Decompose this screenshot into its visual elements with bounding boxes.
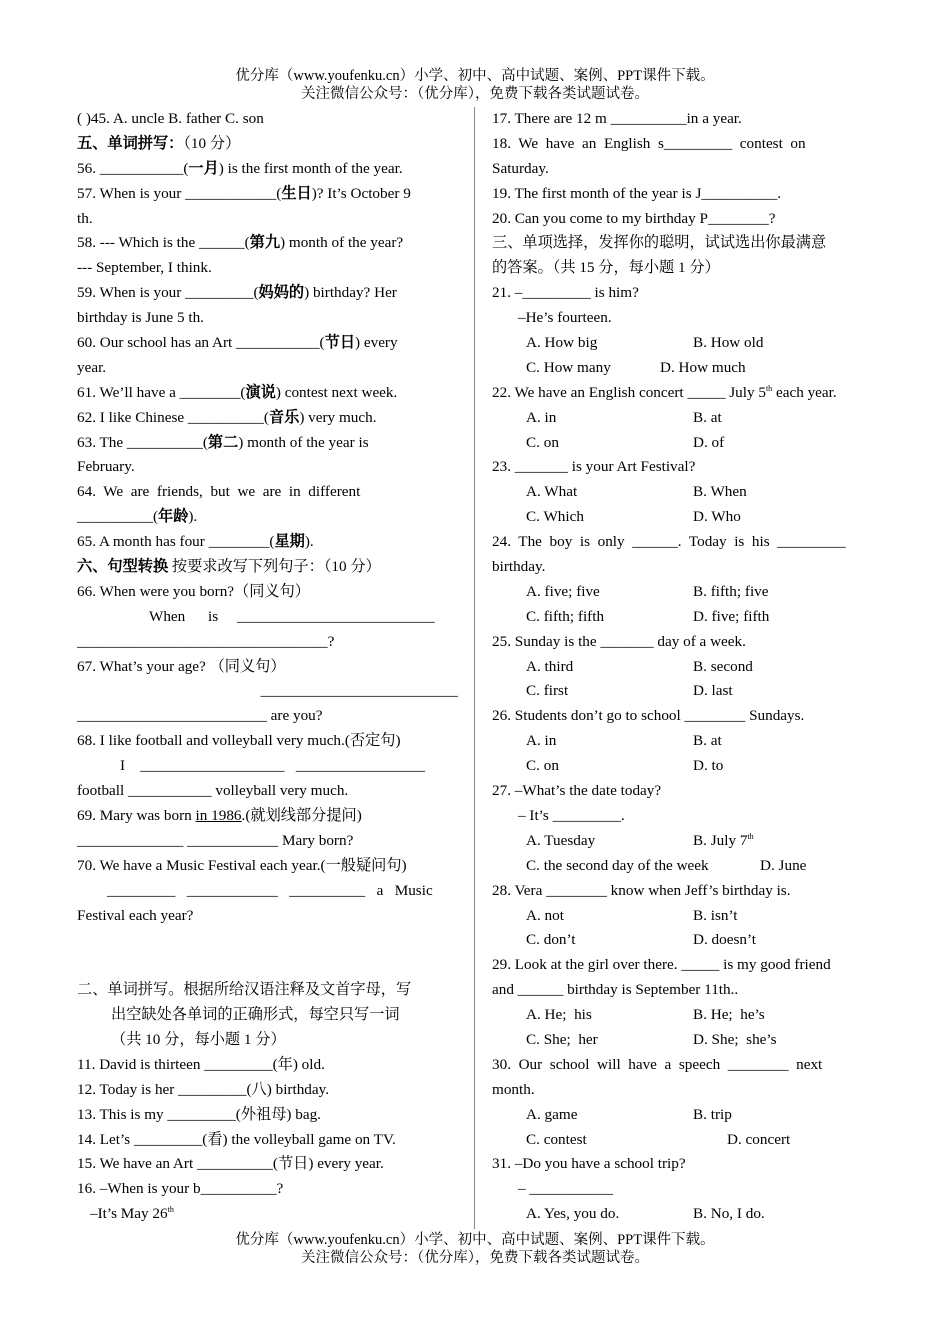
- option: B. isn’t: [693, 906, 738, 924]
- question-58: 58. --- Which is the ______(第九) month of the year?: [77, 234, 404, 252]
- question-29-options-ab: [492, 1003, 873, 1028]
- question-68-blank-2: football ___________ volleyball very much.: [77, 782, 349, 800]
- question-22-options-cd: [492, 431, 873, 456]
- question-22-options-ab: [492, 406, 873, 431]
- question-60: 60. Our school has an Art ___________(节日) every: [77, 334, 398, 352]
- option: D. to: [693, 757, 724, 775]
- question-61: 61. We’ll have a ________(演说) contest next week.: [77, 383, 398, 401]
- question-29: 29. Look at the girl over there. _____ is my good friend: [492, 956, 831, 974]
- question-31-options-ab: [492, 1202, 873, 1227]
- question-69: 69. Mary was born in 1986.(就划线部分提问): [77, 806, 362, 824]
- question-27: 27. –What’s the date today?: [492, 782, 662, 800]
- question-26: 26. Students don’t go to school ________ Sundays.: [492, 707, 805, 725]
- question-68-blank-1: I ___________________ _________________: [120, 757, 426, 775]
- question-21-cont: –He’s fourteen.: [518, 309, 612, 327]
- question-28: 28. Vera ________ know when Jeff’s birthday is.: [492, 881, 791, 899]
- option: D. doesn’t: [693, 931, 756, 949]
- option: D. of: [693, 433, 725, 451]
- question-67: 67. What’s your age? （同义句）: [77, 657, 286, 675]
- question-66-blank-1: When is __________________________: [149, 607, 435, 625]
- option: C. contest: [526, 1130, 587, 1148]
- question-31-cont: – ___________: [518, 1180, 613, 1198]
- question-31: 31. –Do you have a school trip?: [492, 1155, 686, 1173]
- option: D. How much: [660, 358, 746, 376]
- left-column: [77, 107, 458, 1227]
- column-divider: [474, 107, 475, 1229]
- question-62: 62. I like Chinese __________(音乐) very much.: [77, 408, 377, 426]
- question-60-cont: year.: [77, 358, 107, 376]
- question-67-blank-2: _________________________ are you?: [77, 707, 323, 725]
- option: C. fifth; fifth: [526, 607, 605, 625]
- question-24: 24. The boy is only ______. Today is his _________: [492, 533, 846, 551]
- question-56: 56. ___________(一月) is the first month of the year.: [77, 159, 403, 177]
- question-20: 20. Can you come to my birthday P________?: [492, 209, 776, 227]
- question-12: 12. Today is her _________(八) birthday.: [77, 1080, 330, 1098]
- question-26-options-ab: [492, 729, 873, 754]
- question-16: 16. –When is your b__________?: [77, 1180, 284, 1198]
- question-63-cont: February.: [77, 458, 135, 476]
- question-17: 17. There are 12 m __________in a year.: [492, 110, 742, 127]
- question-24-cont: birthday.: [492, 558, 546, 576]
- option: B. second: [693, 657, 753, 675]
- option: B. trip: [693, 1105, 732, 1123]
- question-27-options-cd: [492, 854, 873, 879]
- option: A. Yes, you do.: [526, 1205, 620, 1223]
- question-21-options-cd: [492, 356, 873, 381]
- question-45: ( )45. A. uncle B. father C. son: [77, 110, 264, 127]
- option: C. the second day of the week: [526, 856, 709, 874]
- question-30-options-ab: [492, 1103, 873, 1128]
- option: C. Which: [526, 508, 584, 526]
- section-2-heading-1: 二、单词拼写。根据所给汉语注释及文首字母，写: [77, 981, 412, 999]
- question-26-options-cd: [492, 754, 873, 779]
- question-24-options-cd: [492, 605, 873, 630]
- question-70-blank: _________ ____________ __________ a Music: [107, 881, 433, 899]
- page-footer: [0, 1231, 950, 1267]
- section-2-heading-2: 出空缺处各单词的正确形式，每空只写一词: [111, 1006, 400, 1024]
- spacer: [77, 928, 458, 978]
- option: A. He; his: [526, 1006, 592, 1024]
- question-30-options-cd: [492, 1128, 873, 1153]
- question-66-blank-2: _________________________________?: [77, 632, 335, 650]
- question-16-answer: –It’s May 26th: [90, 1205, 174, 1223]
- section-6-heading: 六、句型转换 按要求改写下列句子：（10 分）: [77, 558, 381, 576]
- option: B. No, I do.: [693, 1205, 765, 1223]
- question-11: 11. David is thirteen _________(年) old.: [77, 1055, 325, 1073]
- question-22: 22. We have an English concert _____ July 5th each year.: [492, 383, 837, 401]
- question-28-options-cd: [492, 928, 873, 953]
- option: C. How many: [526, 358, 611, 376]
- question-68: 68. I like football and volleyball very much.(否定句): [77, 732, 401, 750]
- section-3-heading-1: 三、单项选择，发挥你的聪明，试试选出你最满意: [492, 234, 827, 252]
- option: B. July 7th: [693, 831, 754, 849]
- option: C. don’t: [526, 931, 576, 949]
- option: B. When: [693, 483, 747, 501]
- option: D. concert: [727, 1130, 791, 1148]
- option: A. What: [526, 483, 578, 501]
- option: D. five; fifth: [693, 607, 770, 625]
- option: B. at: [693, 732, 722, 750]
- option: A. third: [526, 657, 574, 675]
- option: B. fifth; five: [693, 582, 769, 600]
- option: A. game: [526, 1105, 578, 1123]
- section-5-heading: 五、单词拼写：（10 分）: [77, 134, 241, 152]
- question-65: 65. A month has four ________(星期).: [77, 533, 314, 551]
- question-67-blank-1: __________________________: [260, 682, 458, 700]
- question-29-options-cd: [492, 1028, 873, 1053]
- question-29-cont: and ______ birthday is September 11th..: [492, 981, 739, 999]
- section-2-heading-3: （共 10 分，每小题 1 分）: [111, 1030, 286, 1048]
- question-28-options-ab: [492, 904, 873, 929]
- question-23-options-ab: [492, 480, 873, 505]
- question-70-cont: Festival each year?: [77, 906, 194, 924]
- question-14: 14. Let’s _________(看) the volleyball game on TV.: [77, 1130, 396, 1148]
- question-21: 21. –_________ is him?: [492, 284, 639, 302]
- header-line-2: 关注微信公众号：（优分库），免费下载各类试题试卷。: [301, 86, 649, 102]
- question-30-cont: month.: [492, 1080, 535, 1098]
- question-25: 25. Sunday is the _______ day of a week.: [492, 632, 746, 650]
- option: D. last: [693, 682, 733, 700]
- option: B. at: [693, 408, 722, 426]
- question-66: 66. When were you born?（同义句）: [77, 582, 310, 600]
- option: A. Tuesday: [526, 831, 596, 849]
- option: A. in: [526, 732, 557, 750]
- question-70: 70. We have a Music Festival each year.(一般疑问句): [77, 856, 407, 874]
- right-column: [492, 107, 873, 1227]
- question-30: 30. Our school will have a speech ________ next: [492, 1055, 823, 1073]
- question-27-options-ab: [492, 829, 873, 854]
- question-57: 57. When is your ____________(生日)? It’s October 9: [77, 184, 411, 202]
- option: D. She; she’s: [693, 1030, 777, 1048]
- question-57-cont: th.: [77, 209, 93, 227]
- header-line-1: 优分库（www.youfenku.cn）小学、初中、高中试题、案例、PPT课件下载。: [235, 68, 715, 84]
- question-63: 63. The __________(第二) month of the year is: [77, 433, 369, 451]
- option: B. He; he’s: [693, 1006, 765, 1024]
- question-27-cont: – It’s _________.: [518, 806, 625, 824]
- footer-line-1: 优分库（www.youfenku.cn）小学、初中、高中试题、案例、PPT课件下载。: [235, 1232, 715, 1248]
- question-64: 64. We are friends, but we are in different: [77, 483, 361, 501]
- footer-line-2: 关注微信公众号：（优分库），免费下载各类试题试卷。: [301, 1250, 649, 1266]
- question-64-cont: __________(年龄).: [77, 508, 198, 526]
- question-25-options-ab: [492, 655, 873, 680]
- question-18: 18. We have an English s_________ contest on: [492, 134, 806, 152]
- option: C. on: [526, 757, 559, 775]
- option: D. June: [760, 856, 807, 874]
- question-59: 59. When is your _________(妈妈的) birthday? Her: [77, 284, 397, 302]
- question-25-options-cd: [492, 679, 873, 704]
- option: A. How big: [526, 334, 598, 352]
- question-13: 13. This is my _________(外祖母) bag.: [77, 1105, 321, 1123]
- option: B. How old: [693, 334, 764, 352]
- question-24-options-ab: [492, 580, 873, 605]
- page-header: [0, 67, 950, 103]
- option: A. in: [526, 408, 557, 426]
- option: C. She; her: [526, 1030, 598, 1048]
- question-23-options-cd: [492, 505, 873, 530]
- option: A. not: [526, 906, 564, 924]
- option: A. five; five: [526, 582, 600, 600]
- option: C. first: [526, 682, 569, 700]
- question-59-cont: birthday is June 5 th.: [77, 309, 204, 327]
- question-18-cont: Saturday.: [492, 159, 549, 177]
- question-69-blank: ______________ ____________ Mary born?: [77, 831, 354, 849]
- question-19: 19. The first month of the year is J__________.: [492, 184, 782, 202]
- option: C. on: [526, 433, 559, 451]
- option: D. Who: [693, 508, 741, 526]
- question-21-options-ab: [492, 331, 873, 356]
- question-58-cont: --- September, I think.: [77, 259, 212, 277]
- section-3-heading-2: 的答案。（共 15 分，每小题 1 分）: [492, 259, 720, 277]
- question-15: 15. We have an Art __________(节日) every year.: [77, 1155, 384, 1173]
- question-23: 23. _______ is your Art Festival?: [492, 458, 696, 476]
